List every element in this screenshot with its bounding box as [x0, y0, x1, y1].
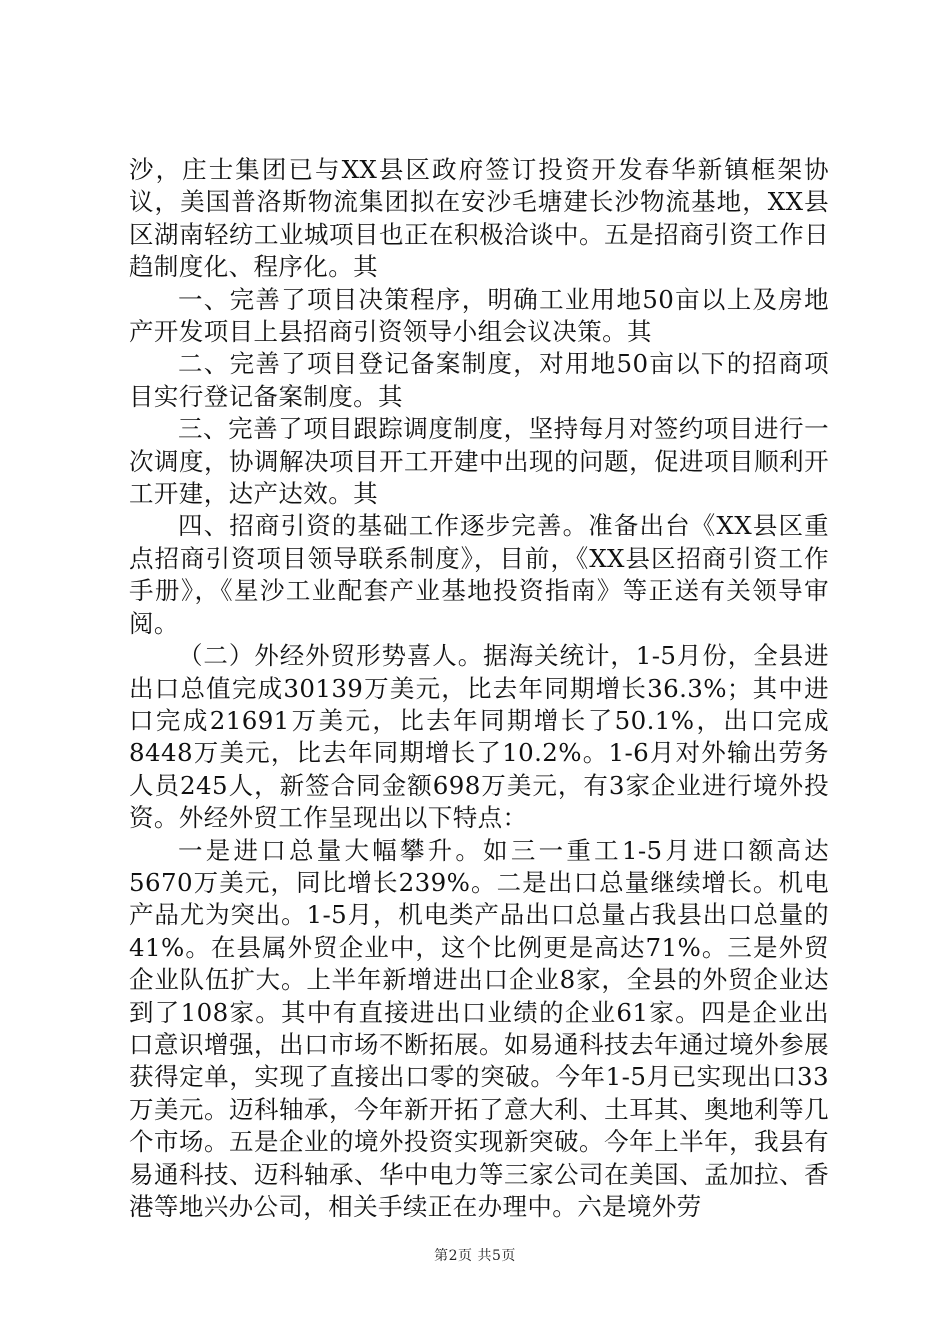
document-body: [129, 154, 829, 1223]
paragraph-item-1: 一、完善了项目决策程序，明确工业用地50亩以上及房地产开发项目上县招商引资领导小组会议决策。其: [129, 284, 829, 347]
paragraph-item-2: 二、完善了项目登记备案制度，对用地50亩以下的招商项目实行登记备案制度。其: [129, 349, 829, 411]
paragraph-item-3: 三、完善了项目跟踪调度制度，坚持每月对签约项目进行一次调度，协调解决项目开工开建中出现的问题，促进项目顺利开工开建，达产达效。其: [129, 414, 829, 509]
page-footer: 第2页 共5页: [434, 1248, 516, 1264]
paragraph-foreign-trade: （二）外经外贸形势喜人。据海关统计，1-5月份，全县进出口总值完成30139万美元，比去年同期增长36.3%；其中进口完成21691万美元，比去年同期增长了50.1%，出口完成8448万美元，比去年同期增长了10.2%。1-6月对外输出劳务人员245人，新签合同金额698万美元，有3家企业进行境外投资。外经外贸工作呈现出以下特点：: [129, 641, 829, 833]
paragraph-item-4: 四、招商引资的基础工作逐步完善。准备出台《XX县区重点招商引资项目领导联系制度》，目前，《XX县区招商引资工作手册》，《星沙工业配套产业基地投资指南》等正送有关领导审阅。: [129, 511, 829, 638]
paragraph-trade-features: 一是进口总量大幅攀升。如三一重工1-5月进口额高达5670万美元，同比增长239%。二是出口总量继续增长。机电产品尤为突出。1-5月，机电类产品出口总量占我县出口总量的41%。在县属外贸企业中，这个比例更是高达71%。三是外贸企业队伍扩大。上半年新增进出口企业8家，全县的外贸企业达到了108家。其中有直接进出口业绩的企业61家。四是企业出口意识增强，出口市场不断拓展。如易通科技去年通过境外参展获得定单，实现了直接出口零的突破。今年1-5月已实现出口33万美元。迈科轴承，今年新开拓了意大利、土耳其、奥地利等几个市场。五是企业的境外投资实现新突破。今年上半年，我县有易通科技、迈科轴承、华中电力等三家公司在美国、孟加拉、香港等地兴办公司，相关手续正在办理中。六是境外劳: [129, 835, 829, 1221]
paragraph-continuation: 沙，庄士集团已与XX县区政府签订投资开发春华新镇框架协议，美国普洛斯物流集团拟在安沙毛塘建长沙物流基地，XX县区湖南轻纺工业城项目也正在积极洽谈中。五是招商引资工作日趋制度化、程序化。其: [129, 155, 829, 282]
